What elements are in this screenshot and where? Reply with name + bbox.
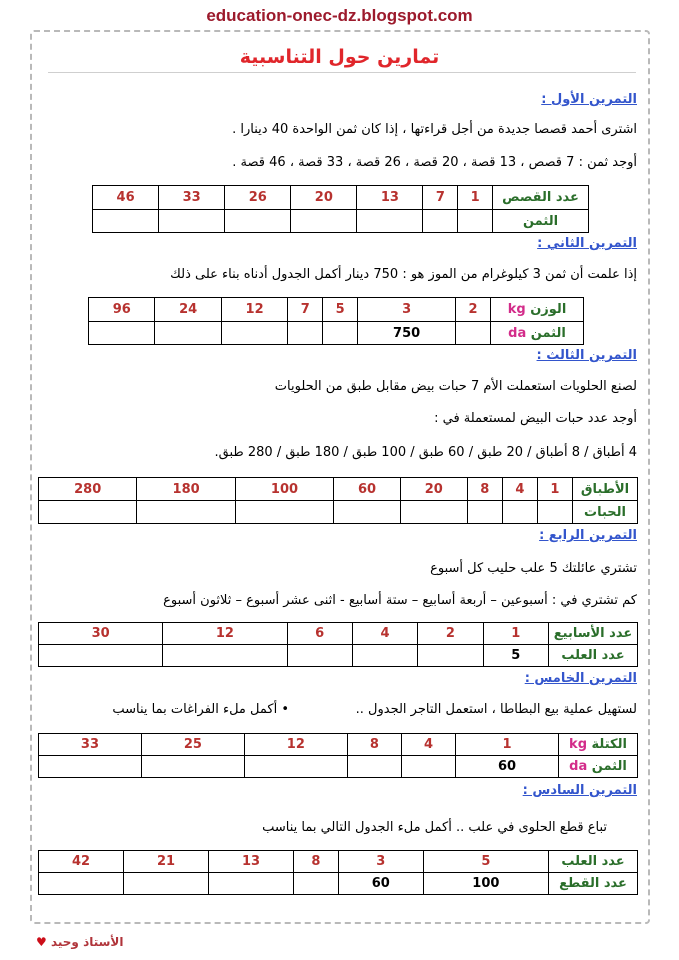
- ex2-answer-cell: [288, 322, 323, 345]
- ex4-heading: التمرين الرابع :: [539, 528, 637, 543]
- ex6-value-cell: 3: [338, 851, 423, 873]
- ex5-line1: لستهيل عملية بيع البطاطا ، استعمل التاجر الجدول ..: [355, 702, 637, 717]
- ex1-line2: أوجد ثمن : 7 قصص ، 13 قصة ، 20 قصة ، 26 قصة ، 33 قصة ، 46 قصة .: [232, 155, 637, 170]
- title-divider: [48, 72, 636, 73]
- ex3-answer-cell: [235, 501, 333, 524]
- ex3-answer-cell: [467, 501, 502, 524]
- ex1-answer-cell: [291, 210, 357, 233]
- ex3-row1-label: الأطباق: [573, 478, 638, 501]
- ex3-answer-cell: [537, 501, 572, 524]
- ex2-value-cell: 3: [358, 298, 456, 322]
- ex2-row2-unit: da: [508, 325, 527, 341]
- ex5-row2-label: [559, 756, 638, 778]
- ex2-row1-unit: kg: [507, 302, 526, 317]
- ex3-line2: أوجد عدد حبات البيض لمستعملة في :: [434, 411, 637, 426]
- ex6-row2-label: عدد القطع: [549, 873, 638, 895]
- ex5-value-cell: 8: [347, 734, 401, 756]
- ex3-value-cell: 4: [502, 478, 537, 501]
- ex6-heading: التمرين السادس :: [522, 783, 637, 798]
- ex3-table: [38, 477, 638, 524]
- ex2-answer-cell: [323, 322, 358, 345]
- ex6-answer-cell: [39, 873, 124, 895]
- ex2-value-cell: 2: [456, 298, 491, 322]
- ex1-answer-cell: [458, 210, 493, 233]
- ex3-answer-cell: [137, 501, 235, 524]
- ex5-value-cell: 4: [401, 734, 455, 756]
- ex6-value-cell: 13: [209, 851, 294, 873]
- ex1-value-cell: 13: [357, 186, 423, 210]
- ex3-value-cell: 280: [39, 478, 137, 501]
- ex5-answer-cell: [244, 756, 347, 778]
- ex6-answer-cell: [294, 873, 339, 895]
- ex1-row2-label: الثمن: [493, 210, 589, 233]
- ex1-line1: اشترى أحمد قصصا جديدة من أجل قراءتها ، إذا كان ثمن الواحدة 40 دينارا .: [232, 122, 637, 137]
- ex1-value-cell: 1: [458, 186, 493, 210]
- ex3-value-cell: 100: [235, 478, 333, 501]
- ex4-value-cell: 12: [163, 623, 287, 645]
- ex6-table: [38, 850, 638, 895]
- ex4-line2: كم تشتري في : أسبوعين – أربعة أسابيع – ستة أسابيع - اثنى عشر أسبوع – ثلاثون أسبوع: [163, 593, 637, 608]
- ex1-heading: التمرين الأول :: [541, 92, 637, 107]
- ex1-answer-cell: [159, 210, 225, 233]
- ex3-line1: لصنع الحلويات استعملت الأم 7 حبات بيض مقابل طبق من الحلويات: [274, 379, 637, 394]
- ex4-answer-cell: [287, 645, 352, 667]
- ex5-line1b: • أكمل ملء الفراغات بما يناسب: [112, 702, 289, 717]
- ex2-line1: إذا علمت أن ثمن 3 كيلوغرام من الموز هو : 750 دينار أكمل الجدول أدناه بناء على ذلك: [170, 267, 637, 282]
- ex2-heading: التمرين الثاني :: [537, 236, 637, 251]
- ex2-row2-label: [491, 322, 584, 345]
- ex5-row1-label: [559, 734, 638, 756]
- ex2-value-cell: 24: [155, 298, 221, 322]
- ex6-value-cell: 21: [124, 851, 209, 873]
- ex4-answer-cell: [352, 645, 417, 667]
- ex6-value-cell: 42: [39, 851, 124, 873]
- ex1-row1-label: عدد القصص: [493, 186, 589, 210]
- ex5-answer-cell: [39, 756, 142, 778]
- ex6-line1: تباع قطع الحلوى في علب .. أكمل ملء الجدول التالي بما يناسب: [262, 820, 607, 835]
- ex3-heading: التمرين الثالث :: [536, 348, 637, 363]
- ex6-answer-cell: [124, 873, 209, 895]
- ex4-value-cell: 1: [483, 623, 548, 645]
- ex4-line1: تشتري عائلتك 5 علب حليب كل أسبوع: [430, 561, 637, 576]
- ex1-answer-cell: [423, 210, 458, 233]
- ex1-value-cell: 46: [93, 186, 159, 210]
- ex3-answer-cell: [39, 501, 137, 524]
- ex4-value-cell: 6: [287, 623, 352, 645]
- ex1-value-cell: 26: [225, 186, 291, 210]
- ex4-answer-cell: [39, 645, 163, 667]
- ex6-answer-cell: 100: [423, 873, 548, 895]
- ex5-row2-label-text: الثمن: [591, 759, 627, 774]
- ex3-value-cell: 1: [537, 478, 572, 501]
- ex2-row2-label-text: الثمن: [530, 325, 566, 341]
- ex2-row1-label-text: الوزن: [530, 302, 567, 317]
- ex4-answer-cell: [163, 645, 287, 667]
- ex2-row1-label: [491, 298, 584, 322]
- ex6-value-cell: 5: [423, 851, 548, 873]
- ex5-value-cell: 1: [456, 734, 559, 756]
- ex5-answer-cell: 60: [456, 756, 559, 778]
- signature-text: الأستاذ وحيد: [50, 935, 124, 949]
- ex5-value-cell: 25: [141, 734, 244, 756]
- ex5-row2-unit: da: [569, 759, 588, 774]
- ex6-answer-cell: 60: [338, 873, 423, 895]
- ex5-answer-cell: [141, 756, 244, 778]
- ex1-answer-cell: [225, 210, 291, 233]
- ex1-value-cell: 20: [291, 186, 357, 210]
- site-header: education-onec-dz.blogspot.com: [206, 6, 473, 25]
- heart-icon: ♥: [36, 935, 47, 949]
- page-title: تمارين حول التناسبية: [239, 46, 440, 68]
- ex5-value-cell: 12: [244, 734, 347, 756]
- ex4-value-cell: 2: [418, 623, 483, 645]
- ex3-answer-cell: [400, 501, 467, 524]
- ex1-answer-cell: [357, 210, 423, 233]
- ex1-answer-cell: [93, 210, 159, 233]
- ex6-value-cell: 8: [294, 851, 339, 873]
- ex6-row1-label: عدد العلب: [549, 851, 638, 873]
- ex4-answer-cell: 5: [483, 645, 548, 667]
- ex6-answer-cell: [209, 873, 294, 895]
- ex4-row1-label: عدد الأسابيع: [549, 623, 638, 645]
- ex5-value-cell: 33: [39, 734, 142, 756]
- ex2-value-cell: 12: [221, 298, 287, 322]
- ex2-answer-cell: [456, 322, 491, 345]
- ex3-row2-label: الحبات: [573, 501, 638, 524]
- ex1-value-cell: 7: [423, 186, 458, 210]
- ex5-table: [38, 733, 638, 778]
- ex1-table: [92, 185, 589, 233]
- ex5-row1-label-text: الكتلة: [591, 737, 627, 752]
- ex2-value-cell: 96: [89, 298, 155, 322]
- ex5-answer-cell: [401, 756, 455, 778]
- ex1-value-cell: 33: [159, 186, 225, 210]
- ex2-answer-cell: [221, 322, 287, 345]
- ex4-value-cell: 4: [352, 623, 417, 645]
- ex5-row1-unit: kg: [569, 737, 587, 752]
- ex2-answer-cell: 750: [358, 322, 456, 345]
- ex3-value-cell: 8: [467, 478, 502, 501]
- ex4-answer-cell: [418, 645, 483, 667]
- ex3-line3: 4 أطباق / 8 أطباق / 20 طبق / 60 طبق / 100 طبق / 180 طبق / 280 طبق.: [214, 445, 637, 460]
- ex3-value-cell: 180: [137, 478, 235, 501]
- ex2-table: [88, 297, 584, 345]
- ex2-answer-cell: [89, 322, 155, 345]
- ex4-table: [38, 622, 638, 667]
- ex3-answer-cell: [502, 501, 537, 524]
- ex5-answer-cell: [347, 756, 401, 778]
- ex5-heading: التمرين الخامس :: [524, 671, 637, 686]
- ex3-value-cell: 60: [334, 478, 401, 501]
- ex2-value-cell: 7: [288, 298, 323, 322]
- signature: [36, 935, 123, 949]
- ex4-value-cell: 30: [39, 623, 163, 645]
- ex3-answer-cell: [334, 501, 401, 524]
- ex4-row2-label: عدد العلب: [549, 645, 638, 667]
- ex3-value-cell: 20: [400, 478, 467, 501]
- ex2-value-cell: 5: [323, 298, 358, 322]
- ex2-answer-cell: [155, 322, 221, 345]
